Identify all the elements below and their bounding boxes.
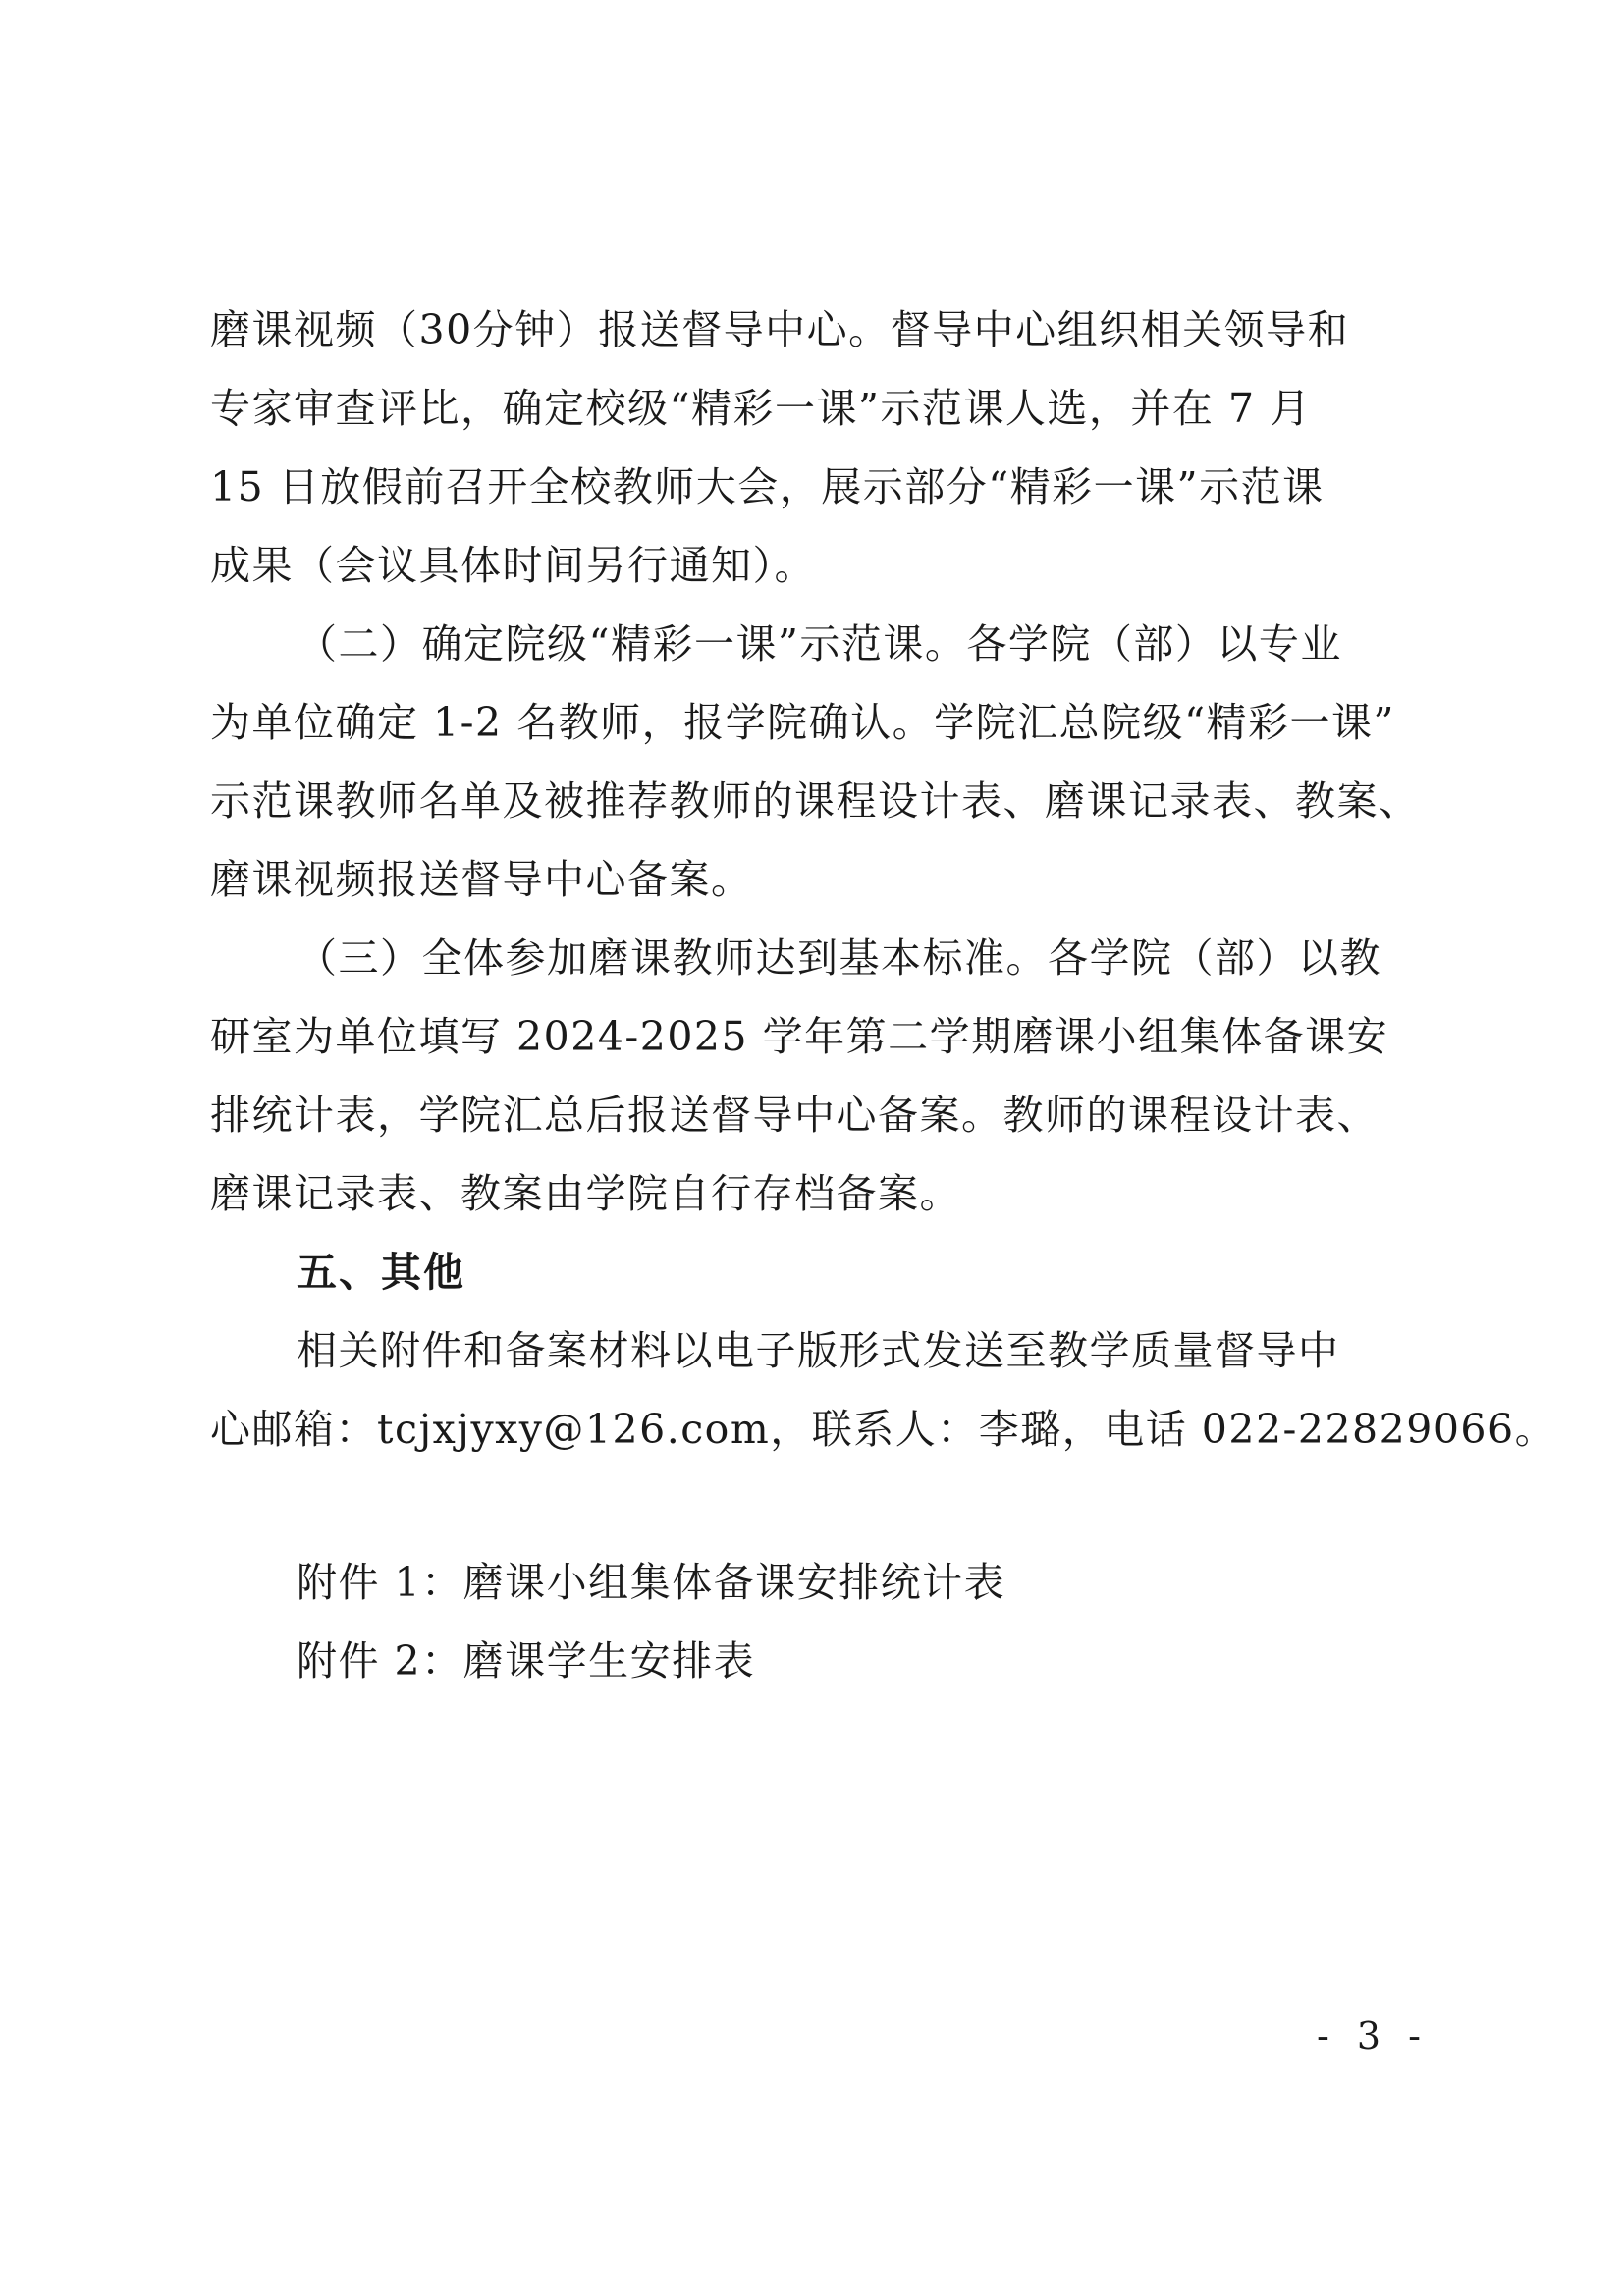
attachment-1: 附件 1：磨课小组集体备课安排统计表 bbox=[297, 1559, 1006, 1606]
text-line-10: 研室为单位填写 2024-2025 学年第二学期磨课小组集体备课安 bbox=[210, 1013, 1389, 1060]
paragraph-spacer bbox=[210, 1468, 1428, 1543]
document-body bbox=[210, 291, 1557, 1700]
page-number: - 3 - bbox=[1316, 2014, 1429, 2057]
text-line-14: 相关附件和备案材料以电子版形式发送至教学质量督导中 bbox=[297, 1327, 1340, 1374]
section-heading-others: 五、其他 bbox=[297, 1249, 465, 1296]
text-line-6: 为单位确定 1-2 名教师，报学院确认。学院汇总院级“精彩一课” bbox=[210, 699, 1396, 746]
text-line-4: 成果（会议具体时间另行通知）。 bbox=[210, 542, 816, 589]
text-line-1: 磨课视频（30分钟）报送督导中心。督导中心组织相关领导和 bbox=[210, 306, 1350, 353]
text-line-7: 示范课教师名单及被推荐教师的课程设计表、磨课记录表、教案、 bbox=[210, 777, 1421, 825]
contact-line: 心邮箱：tcjxjyxy@126.com，联系人：李璐，电话 022-22829066。 bbox=[210, 1406, 1557, 1453]
text-line-12: 磨课记录表、教案由学院自行存档备案。 bbox=[210, 1170, 961, 1217]
attachment-2: 附件 2：磨课学生安排表 bbox=[297, 1637, 756, 1684]
text-line-5: （二）确定院级“精彩一课”示范课。各学院（部）以专业 bbox=[297, 620, 1342, 667]
text-line-3: 15 日放假前召开全校教师大会，展示部分“精彩一课”示范课 bbox=[210, 463, 1325, 510]
text-line-11: 排统计表，学院汇总后报送督导中心备案。教师的课程设计表、 bbox=[210, 1092, 1379, 1139]
text-line-2: 专家审查评比，确定校级“精彩一课”示范课人选，并在 7 月 bbox=[210, 385, 1312, 432]
text-line-8: 磨课视频报送督导中心备案。 bbox=[210, 856, 753, 903]
text-line-9: （三）全体参加磨课教师达到基本标准。各学院（部）以教 bbox=[297, 934, 1381, 982]
